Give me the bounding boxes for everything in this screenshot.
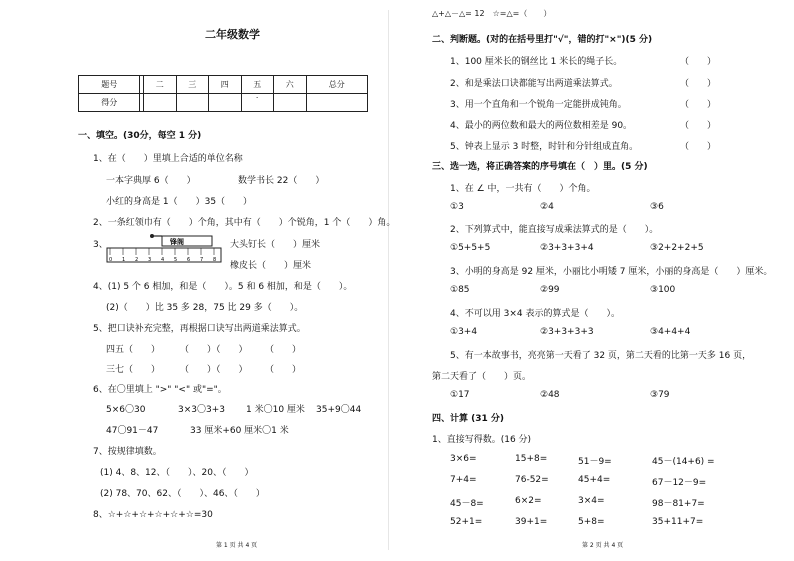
q6-row2-b: 33 厘米+60 厘米〇1 米 (190, 426, 289, 436)
choice-q4-opt1: ①3+4 (450, 327, 478, 337)
ruler-num: 8 (213, 257, 217, 263)
ruler-num: 1 (122, 257, 126, 263)
choice-q2-opt1: ①5+5+5 (450, 243, 491, 253)
choice-q5-opt2: ②48 (540, 390, 560, 400)
ruler-num: 0 (109, 257, 113, 263)
page-divider (388, 10, 389, 550)
choice-q4-prompt: 4、不可以用 3×4 表示的算式是（ ）。 (450, 309, 620, 319)
calc-cell: 39+1= (515, 517, 548, 527)
judge-paren: （ ） (680, 142, 717, 152)
calc-cell: 67－12－9= (652, 478, 707, 488)
choice-q3-opt1: ①85 (450, 285, 470, 295)
section3-heading: 三、选一选，将正确答案的序号填在（ ）里。(5 分) (432, 162, 648, 172)
judge-paren: （ ） (680, 57, 717, 67)
calc-cell: 45+4= (578, 475, 611, 485)
q1-line2: 小红的身高是 1（ ）35（ ） (106, 197, 253, 207)
q3-line2: 橡皮长（ ）厘米 (230, 261, 312, 271)
score-cell (209, 94, 242, 112)
q5-row1-c: （ ） (265, 345, 302, 355)
judge-item-4: 4、最小的两位数和最大的两位数相差是 90。 (450, 121, 633, 131)
right-page-footer: 第 2 页 共 4 页 (582, 542, 624, 549)
q3-line1: 大头钉长（ ）厘米 (230, 240, 321, 250)
q6-row2-a: 47〇91－47 (106, 426, 159, 436)
calc-cell: 5+8= (578, 517, 605, 527)
score-col-5: 五 (241, 76, 274, 94)
choice-q4-opt3: ③4+4+4 (650, 327, 691, 337)
choice-q2-opt2: ②3+3+3+4 (540, 243, 594, 253)
q4-line1: 4、(1) 5 个 6 相加，和是（ ）。5 和 6 相加，和是（ ）。 (93, 282, 353, 292)
score-row-label: 得分 (79, 94, 140, 112)
choice-q1-opt1: ①3 (450, 202, 464, 212)
section1-heading: 一、填空。(30分，每空 1 分) (78, 131, 202, 141)
ruler-num: 3 (148, 257, 152, 263)
choice-q1-prompt: 1、在 ∠ 中，一共有（ ）个角。 (450, 184, 596, 194)
judge-item-5: 5、钟表上显示 3 时整，时针和分针组成直角。 (450, 142, 639, 152)
left-page-footer: 第 1 页 共 4 页 (216, 542, 258, 549)
ruler-diagram (106, 232, 222, 264)
choice-q3-opt2: ②99 (540, 285, 560, 295)
judge-paren: （ ） (680, 121, 717, 131)
calc-cell: 7+4= (450, 475, 477, 485)
choice-q1-opt3: ③6 (650, 202, 664, 212)
eraser-label: 锋阁 (170, 238, 184, 246)
ruler-num: 6 (187, 257, 191, 263)
q7-prompt: 7、按规律填数。 (93, 447, 162, 457)
score-col-4: 四 (209, 76, 242, 94)
section2-heading: 二、判断题。(对的在括号里打"√"，错的打"×")(5 分) (432, 35, 653, 45)
page-title: 二年级数学 (205, 28, 260, 41)
ruler-num: 4 (161, 257, 165, 263)
q5-row2-c: （ ） (265, 365, 302, 375)
calc-cell: 3×4= (578, 496, 605, 506)
q5-prompt: 5、把口诀补充完整，再根据口诀写出两道乘法算式。 (93, 324, 306, 334)
judge-paren: （ ） (680, 100, 717, 110)
q1-line1a: 一本字典厚 6（ ） (106, 176, 196, 186)
ruler-num: 5 (174, 257, 178, 263)
q5-row1-b: （ ）（ ） (180, 345, 248, 355)
calc-cell: 3×6= (450, 454, 477, 464)
score-col-3: 三 (176, 76, 209, 94)
judge-item-1: 1、100 厘米长的钢丝比 1 米长的绳子长。 (450, 57, 623, 67)
judge-paren: （ ） (680, 79, 717, 89)
q1-prompt: 1、在（ ）里填上合适的单位名称 (93, 154, 243, 164)
calc-cell: 15+8= (515, 454, 548, 464)
score-cell (306, 94, 367, 112)
score-cell: - (241, 94, 274, 112)
judge-item-3: 3、用一个直角和一个锐角一定能拼成钝角。 (450, 100, 627, 110)
calc-cell: 35+11+7= (652, 517, 704, 527)
q4-line2: (2)（ ）比 35 多 28，75 比 29 多（ ）。 (106, 303, 304, 313)
calc-cell: 51－9= (578, 457, 612, 467)
choice-q3-prompt: 3、小明的身高是 92 厘米，小丽比小明矮 7 厘米，小丽的身高是（ ）厘米。 (450, 267, 773, 277)
score-table (78, 75, 368, 112)
choice-q5-prompt2: 第二天看了（ ）页。 (432, 372, 532, 382)
q6-row1-b: 3×3〇3+3 (178, 405, 225, 415)
q6-prompt: 6、在〇里填上 ">" "<" 或"="。 (93, 385, 227, 395)
q5-row1-a: 四五（ ） (106, 345, 161, 355)
judge-item-2: 2、和是乘法口诀都能写出两道乘法算式。 (450, 79, 618, 89)
score-header-label: 题号 (79, 76, 140, 94)
choice-q4-opt2: ②3+3+3+3 (540, 327, 594, 337)
q7-line2: (2) 78、70、62、（ ）、46、（ ） (100, 489, 265, 499)
choice-q5-opt1: ①17 (450, 390, 470, 400)
calc-cell: 6×2= (515, 496, 542, 506)
calc-cell: 45－(14+6) = (652, 457, 715, 467)
q6-row1-a: 5×6〇30 (106, 405, 146, 415)
calc-cell: 98－81+7= (652, 499, 705, 509)
score-col-2: 二 (144, 76, 177, 94)
choice-q2-prompt: 2、下列算式中，能直接写成乘法算式的是（ ）。 (450, 225, 659, 235)
q1-line1b: 数学书长 22（ ） (238, 176, 325, 186)
section4-subheading: 1、直接写得数。(16 分) (432, 435, 532, 445)
choice-q1-opt2: ②4 (540, 202, 554, 212)
ruler-num: 7 (200, 257, 204, 263)
score-cell (274, 94, 307, 112)
calc-cell: 45－8= (450, 499, 484, 509)
q7-line1: (1) 4、8、12、（ ）、20、（ ） (100, 468, 254, 478)
score-col-total: 总分 (306, 76, 367, 94)
top-fragment: △+△－△= 12 ☆=△=（ ） (432, 9, 552, 18)
choice-q5-prompt: 5、有一本故事书，亮亮第一天看了 32 页，第二天看的比第一天多 16 页， (450, 351, 752, 361)
q2-text: 2、一条红领巾有（ ）个角，其中有（ ）个锐角，1 个（ ）角。 (93, 218, 396, 228)
score-cell (176, 94, 209, 112)
score-col-6: 六 (274, 76, 307, 94)
q5-row2-b: （ ）（ ） (180, 365, 248, 375)
choice-q3-opt3: ③100 (650, 285, 676, 295)
section4-heading: 四、计算 (31 分) (432, 414, 505, 424)
q5-row2-a: 三七（ ） (106, 365, 161, 375)
q6-row1-d: 35+9〇44 (316, 405, 362, 415)
q3-label: 3、 (93, 240, 108, 250)
q6-row1-c: 1 米〇10 厘米 (246, 405, 305, 415)
calc-cell: 52+1= (450, 517, 483, 527)
choice-q5-opt3: ③79 (650, 390, 670, 400)
ruler-num: 2 (135, 257, 139, 263)
choice-q2-opt3: ③2+2+2+5 (650, 243, 704, 253)
q8-text: 8、☆+☆+☆+☆+☆+☆=30 (93, 510, 213, 520)
calc-cell: 76-52= (515, 475, 549, 485)
score-cell (144, 94, 177, 112)
